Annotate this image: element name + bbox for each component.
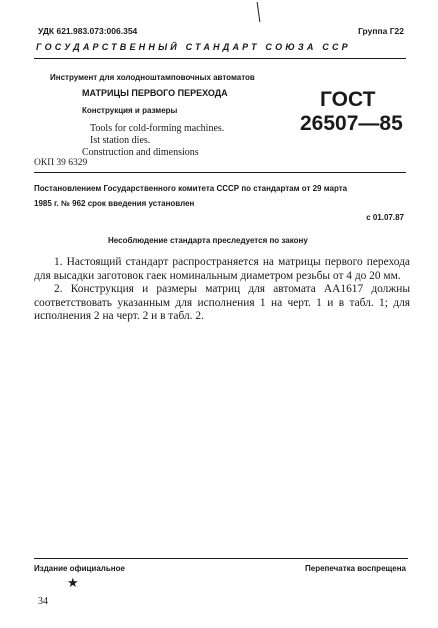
bottom-divider: [34, 558, 408, 559]
gost-label: ГОСТ: [320, 88, 376, 111]
decree-line: 1985 г. № 962 срок введения установлен: [34, 199, 195, 208]
gost-number: 26507—85: [300, 112, 403, 135]
paragraph: 2. Конструкция и размеры матриц для автомата АА1617 должны соответствовать указанным для исполнения 1 на черт. 1 и в табл. 1; для исполнения 2 на черт. 2 и в табл. 2.: [34, 283, 410, 323]
document-subtitle: Конструкция и размеры: [82, 106, 178, 115]
edition-label: Издание официальное: [34, 564, 125, 573]
legal-notice: Несоблюдение стандарта преследуется по закону: [108, 236, 308, 245]
body-text: [34, 256, 410, 324]
decree-line: Постановлением Государственного комитета СССР по стандартам от 29 марта: [34, 184, 348, 193]
group-code: Группа Г22: [358, 26, 404, 36]
reprint-label: Перепечатка воспрещена: [305, 564, 406, 573]
okp-code: ОКП 39 6329: [34, 158, 88, 168]
english-title-line: Tools for cold-forming machines.: [90, 123, 225, 134]
standard-header: ГОСУДАРСТВЕННЫЙ СТАНДАРТ СОЮЗА ССР: [36, 42, 351, 52]
top-divider: [34, 58, 406, 59]
middle-divider: [34, 172, 406, 173]
page-number: 34: [38, 596, 48, 607]
english-title-line: Construction and dimensions: [82, 147, 199, 158]
star-icon: ★: [67, 575, 79, 590]
document-title: МАТРИЦЫ ПЕРВОГО ПЕРЕХОДА: [82, 88, 228, 98]
subject-line: Инструмент для холодноштамповочных автоматов: [50, 73, 255, 82]
udk-code: УДК 621.983.073:006.354: [38, 26, 138, 36]
effective-date: с 01.07.87: [366, 213, 404, 222]
english-title-line: Ist station dies.: [90, 135, 151, 146]
paragraph: 1. Настоящий стандарт распространяется на матрицы первого перехода для высадки заготовок гаек номинальным диаметром резьбы от 4 до 20 мм.: [34, 256, 410, 282]
stray-mark: [257, 2, 261, 22]
